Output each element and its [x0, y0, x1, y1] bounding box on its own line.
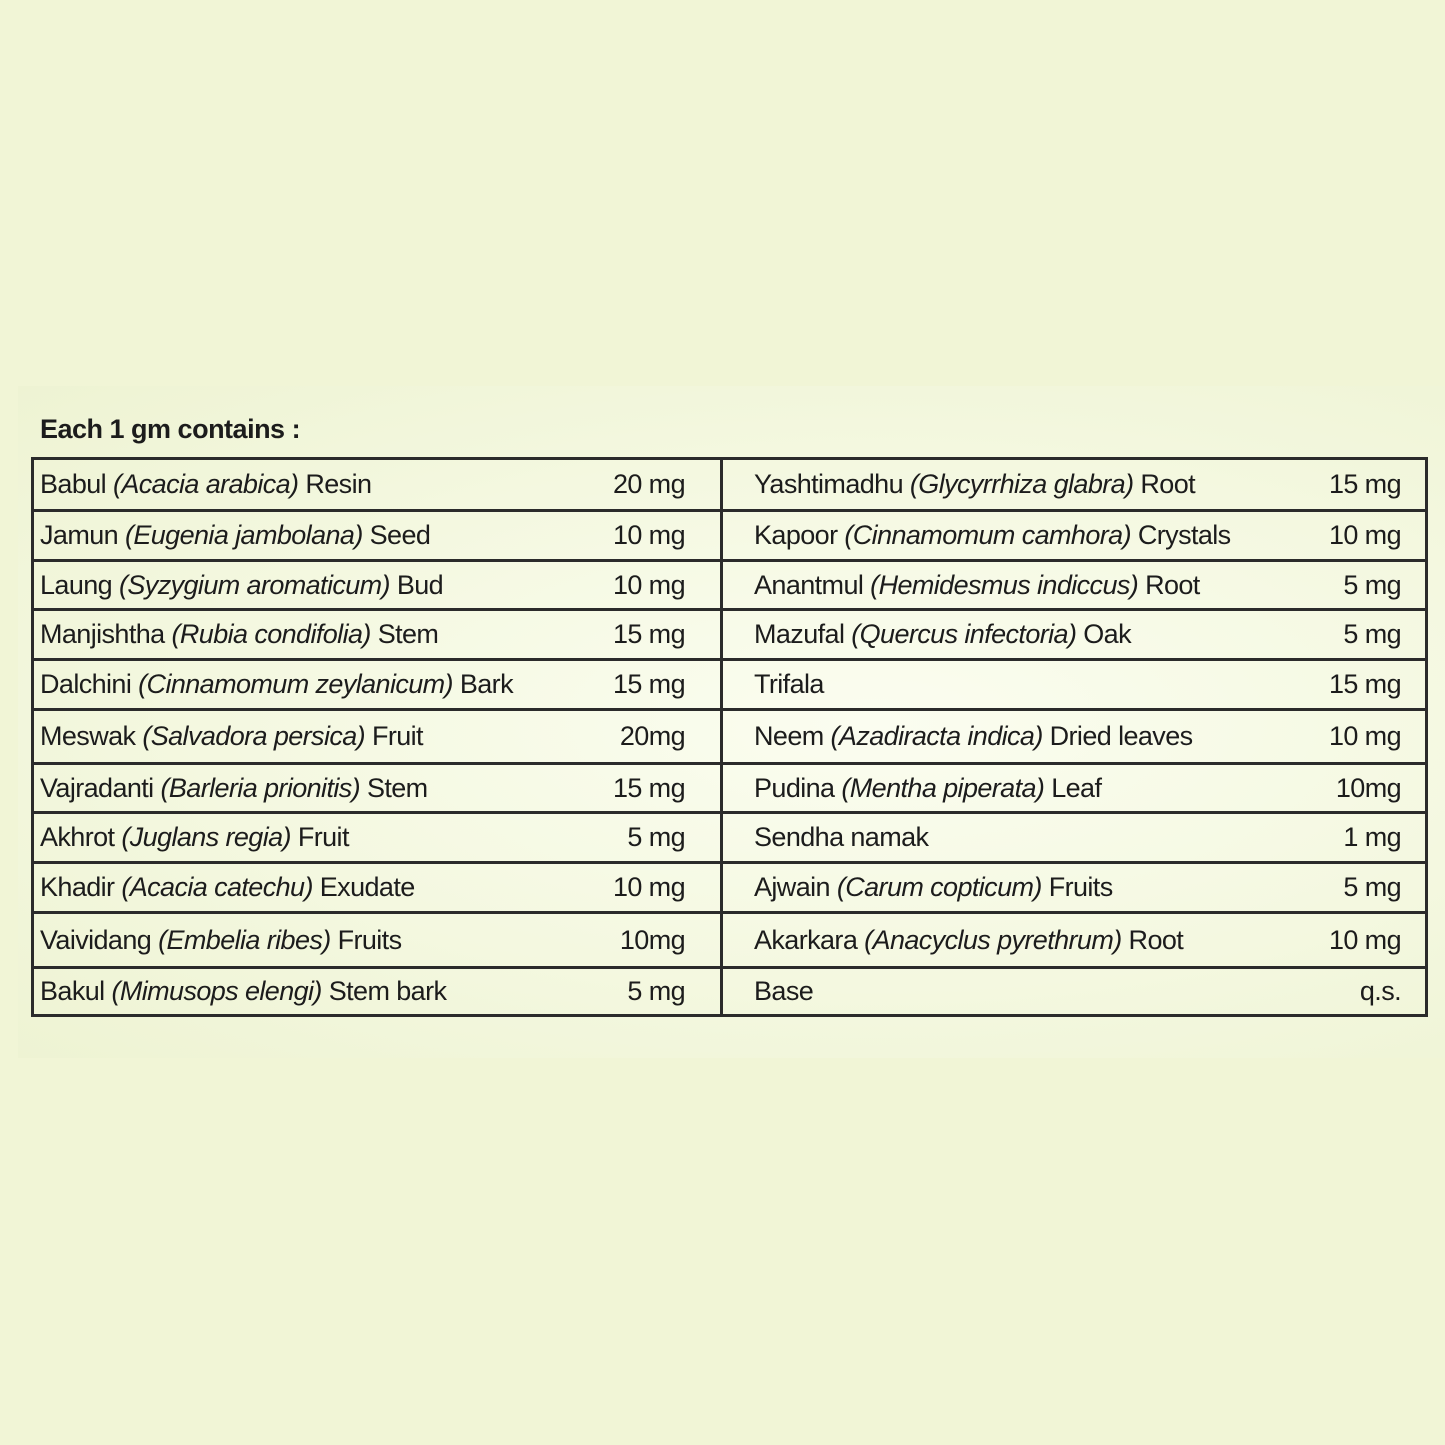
ingredient-part: Fruits: [337, 924, 402, 955]
ingredient-part: Root: [1145, 569, 1200, 600]
ingredient-quantity: 15 mg: [612, 669, 685, 699]
ingredient-botanical-name: (Embelia ribes): [158, 924, 331, 955]
ingredient-botanical-name: (Mimusops elengi): [111, 976, 322, 1006]
ingredient-name: Base: [754, 976, 814, 1006]
ingredient-botanical-name: (Quercus infectoria): [851, 619, 1077, 649]
ingredient-quantity: 1 mg: [1343, 822, 1401, 852]
ingredient-quantity: 5 mg: [1343, 872, 1401, 902]
ingredient-botanical-name: (Barleria prionitis): [160, 772, 361, 803]
ingredient-name: Meswak: [40, 721, 136, 751]
ingredient-left-6: [40, 711, 423, 762]
ingredient-botanical-name: (Cinnamomum zeylanicum): [138, 669, 453, 699]
ingredient-part: Leaf: [1051, 772, 1102, 803]
ingredient-part: Resin: [305, 469, 372, 499]
ingredient-left-3: [40, 562, 443, 608]
ingredient-quantity: 20 mg: [612, 469, 685, 499]
ingredient-right-2: [754, 512, 1231, 559]
ingredient-name: Akarkara: [754, 924, 858, 955]
ingredient-quantity: 5 mg: [1343, 569, 1401, 600]
ingredient-botanical-name: (Carum copticum): [836, 872, 1042, 902]
ingredient-quantity: 5 mg: [627, 976, 685, 1006]
ingredient-part: Root: [1128, 924, 1184, 955]
ingredient-botanical-name: (Azadiracta indica): [830, 721, 1043, 751]
ingredient-right-4: [754, 611, 1131, 658]
ingredient-name: Manjishtha: [40, 619, 165, 649]
ingredient-left-7: [40, 765, 428, 811]
ingredient-left-10: [40, 914, 401, 966]
ingredient-left-1: [40, 460, 371, 509]
ingredient-name: Kapoor: [754, 520, 838, 550]
ingredient-quantity: 20mg: [619, 721, 685, 751]
ingredient-part: Fruits: [1048, 872, 1113, 902]
ingredient-botanical-name: (Eugenia jambolana): [124, 520, 363, 550]
ingredient-quantity: 10 mg: [1328, 924, 1401, 955]
ingredient-quantity: 15 mg: [1328, 669, 1401, 699]
ingredient-part: Stem bark: [328, 976, 447, 1006]
ingredient-botanical-name: (Acacia catechu): [121, 872, 313, 902]
ingredient-right-9: [754, 864, 1113, 911]
ingredient-left-4: [40, 611, 438, 658]
table-heading: Each 1 gm contains :: [40, 414, 301, 444]
ingredient-quantity: 10mg: [1335, 772, 1401, 803]
ingredient-name: Sendha namak: [754, 822, 929, 852]
ingredient-name: Khadir: [40, 872, 115, 902]
ingredient-name: Vaividang: [40, 924, 152, 955]
ingredient-name: Yashtimadhu: [754, 469, 903, 499]
ingredient-botanical-name: (Acacia arabica): [112, 469, 299, 499]
ingredient-quantity: 5 mg: [1343, 619, 1401, 649]
ingredient-quantity: 15 mg: [1328, 469, 1401, 499]
ingredient-part: Root: [1140, 469, 1196, 499]
ingredient-left-5: [40, 661, 513, 708]
ingredient-name: Dalchini: [40, 669, 132, 699]
ingredient-part: Stem: [366, 772, 428, 803]
ingredients-table: [31, 457, 1428, 1017]
ingredient-part: Fruit: [297, 822, 349, 852]
ingredient-botanical-name: (Anacyclus pyrethrum): [864, 924, 1122, 955]
ingredient-right-8: [754, 814, 928, 861]
ingredient-part: Fruit: [371, 721, 423, 751]
ingredient-left-11: [40, 969, 446, 1014]
ingredient-right-7: [754, 765, 1101, 811]
ingredient-quantity: 15 mg: [612, 772, 685, 803]
ingredient-name: Babul: [40, 469, 107, 499]
ingredient-botanical-name: (Mentha piperata): [841, 772, 1045, 803]
ingredient-part: Stem: [377, 619, 439, 649]
ingredient-quantity: 10 mg: [1328, 520, 1401, 550]
ingredient-name: Akhrot: [40, 822, 115, 852]
ingredient-part: Seed: [369, 520, 431, 550]
ingredient-quantity: 5 mg: [627, 822, 685, 852]
ingredient-name: Trifala: [754, 669, 824, 699]
ingredient-right-5: [754, 661, 824, 708]
ingredient-part: Exudate: [319, 872, 415, 902]
ingredient-left-2: [40, 512, 430, 559]
ingredient-right-10: [754, 914, 1183, 966]
ingredient-right-1: [754, 460, 1195, 509]
ingredient-left-8: [40, 814, 349, 861]
ingredient-botanical-name: (Hemidesmus indiccus): [870, 569, 1139, 600]
ingredient-quantity: 10 mg: [612, 872, 685, 902]
ingredient-right-11: [754, 969, 813, 1014]
ingredient-part: Bud: [396, 569, 444, 600]
ingredient-botanical-name: (Cinnamomum camhora): [844, 520, 1131, 550]
ingredient-name: Neem: [754, 721, 824, 751]
ingredient-name: Anantmul: [754, 569, 864, 600]
ingredient-name: Bakul: [40, 976, 105, 1006]
ingredient-part: Bark: [459, 669, 513, 699]
ingredient-botanical-name: (Glycyrrhiza glabra): [909, 469, 1134, 499]
ingredient-part: Dried leaves: [1049, 721, 1193, 751]
ingredient-botanical-name: (Juglans regia): [121, 822, 291, 852]
ingredient-quantity: 15 mg: [612, 619, 685, 649]
ingredient-right-6: [754, 711, 1193, 762]
ingredient-name: Ajwain: [754, 872, 830, 902]
column-divider: [720, 460, 723, 1014]
ingredient-quantity: 10 mg: [1328, 721, 1401, 751]
ingredient-name: Jamun: [40, 520, 119, 550]
ingredient-left-9: [40, 864, 415, 911]
ingredient-quantity: 10mg: [619, 924, 685, 955]
ingredient-botanical-name: (Rubia condifolia): [171, 619, 371, 649]
ingredient-quantity: 10 mg: [612, 569, 685, 600]
ingredient-quantity: 10 mg: [612, 520, 685, 550]
ingredient-botanical-name: (Salvadora persica): [142, 721, 366, 751]
ingredient-quantity: q.s.: [1359, 976, 1401, 1006]
ingredient-name: Mazufal: [754, 619, 845, 649]
ingredient-name: Laung: [40, 569, 113, 600]
ingredient-botanical-name: (Syzygium aromaticum): [119, 569, 390, 600]
ingredient-part: Crystals: [1137, 520, 1231, 550]
ingredient-name: Vajradanti: [40, 772, 154, 803]
ingredient-right-3: [754, 562, 1200, 608]
ingredient-part: Oak: [1083, 619, 1131, 649]
ingredient-name: Pudina: [754, 772, 835, 803]
